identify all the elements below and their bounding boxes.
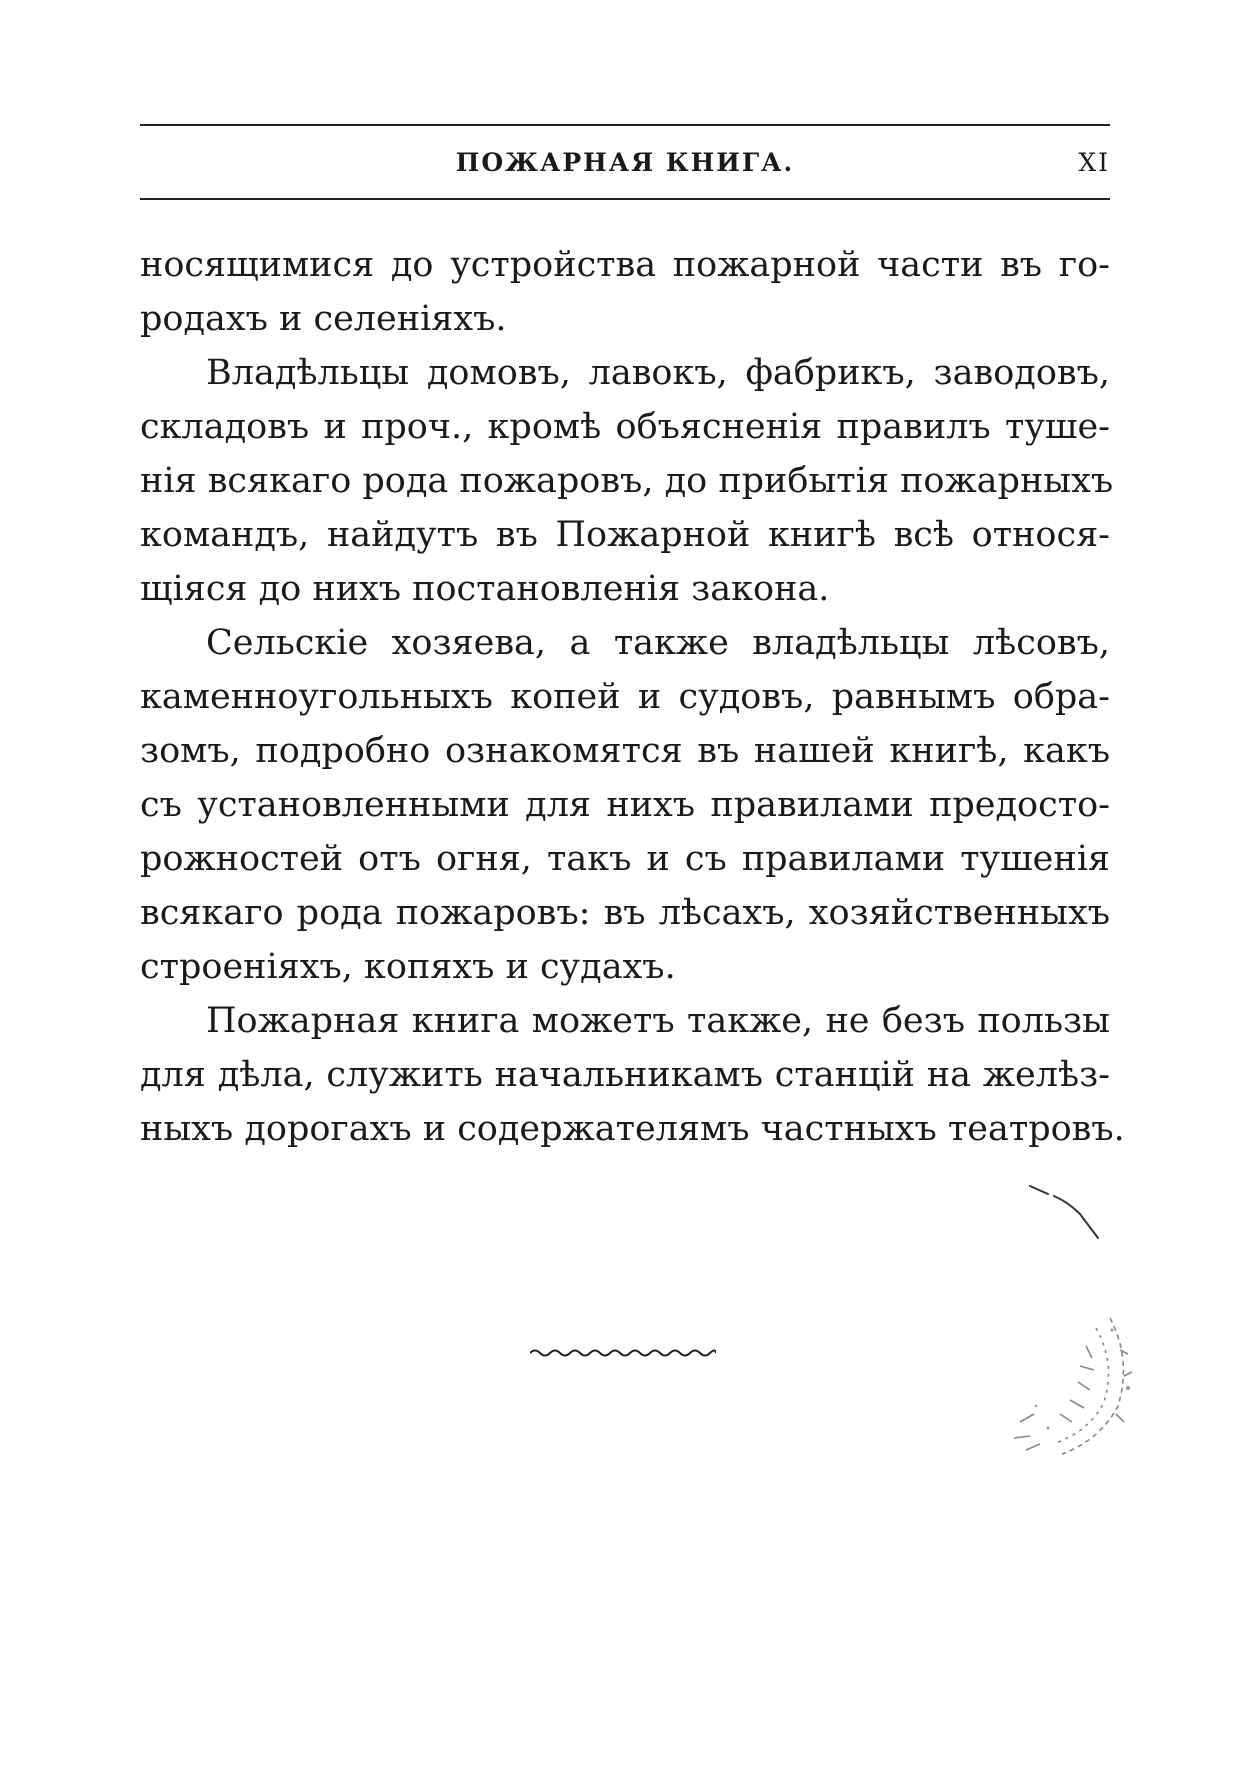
text-line: командъ, найдутъ въ Пожарной книгѣ всѣ относя- bbox=[140, 515, 1110, 555]
paragraph-start-line: Пожарная книга можетъ также, не безъ пользы bbox=[206, 1001, 1110, 1041]
text-line: щіяся до нихъ постановленія закона. bbox=[140, 569, 830, 609]
text-line: для дѣла, служить начальникамъ станцій на желѣз- bbox=[140, 1055, 1110, 1095]
library-stamp bbox=[1000, 1310, 1140, 1460]
paragraph-start-line: Владѣльцы домовъ, лавокъ, фабрикъ, заводовъ, bbox=[206, 353, 1110, 393]
paragraph-start-line: Сельскіе хозяева, а также владѣльцы лѣсовъ, bbox=[206, 623, 1110, 663]
text-line: строеніяхъ, копяхъ и судахъ. bbox=[140, 947, 676, 987]
text-line: родахъ и селеніяхъ. bbox=[140, 299, 507, 339]
text-line: рожностей отъ огня, такъ и съ правилами тушенія bbox=[140, 839, 1110, 879]
text-line: ныхъ дорогахъ и содержателямъ частныхъ театровъ. bbox=[140, 1109, 1125, 1149]
running-header bbox=[140, 120, 1110, 206]
text-line: нія всякаго рода пожаровъ, до прибытія пожарныхъ bbox=[140, 461, 1114, 501]
page-number: XI bbox=[1078, 148, 1110, 177]
text-line: зомъ, подробно ознакомятся въ нашей книгѣ, какъ bbox=[140, 731, 1110, 771]
tailpiece-ornament bbox=[530, 1346, 716, 1360]
text-line: всякаго рода пожаровъ: въ лѣсахъ, хозяйственныхъ bbox=[140, 893, 1110, 933]
header-rule-bottom bbox=[140, 198, 1110, 200]
text-line: носящимися до устройства пожарной части въ го- bbox=[140, 245, 1110, 285]
text-line: складовъ и проч., кромѣ объясненія правилъ туше- bbox=[140, 407, 1110, 447]
header-rule-top bbox=[140, 124, 1110, 126]
text-line: съ установленными для нихъ правилами предосто- bbox=[140, 785, 1110, 825]
pencil-mark bbox=[1028, 1180, 1118, 1250]
running-title: ПОЖАРНАЯ КНИГА. bbox=[455, 148, 795, 177]
text-line: каменноугольныхъ копей и судовъ, равнымъ обра- bbox=[140, 677, 1110, 717]
body-text bbox=[140, 238, 1125, 1156]
